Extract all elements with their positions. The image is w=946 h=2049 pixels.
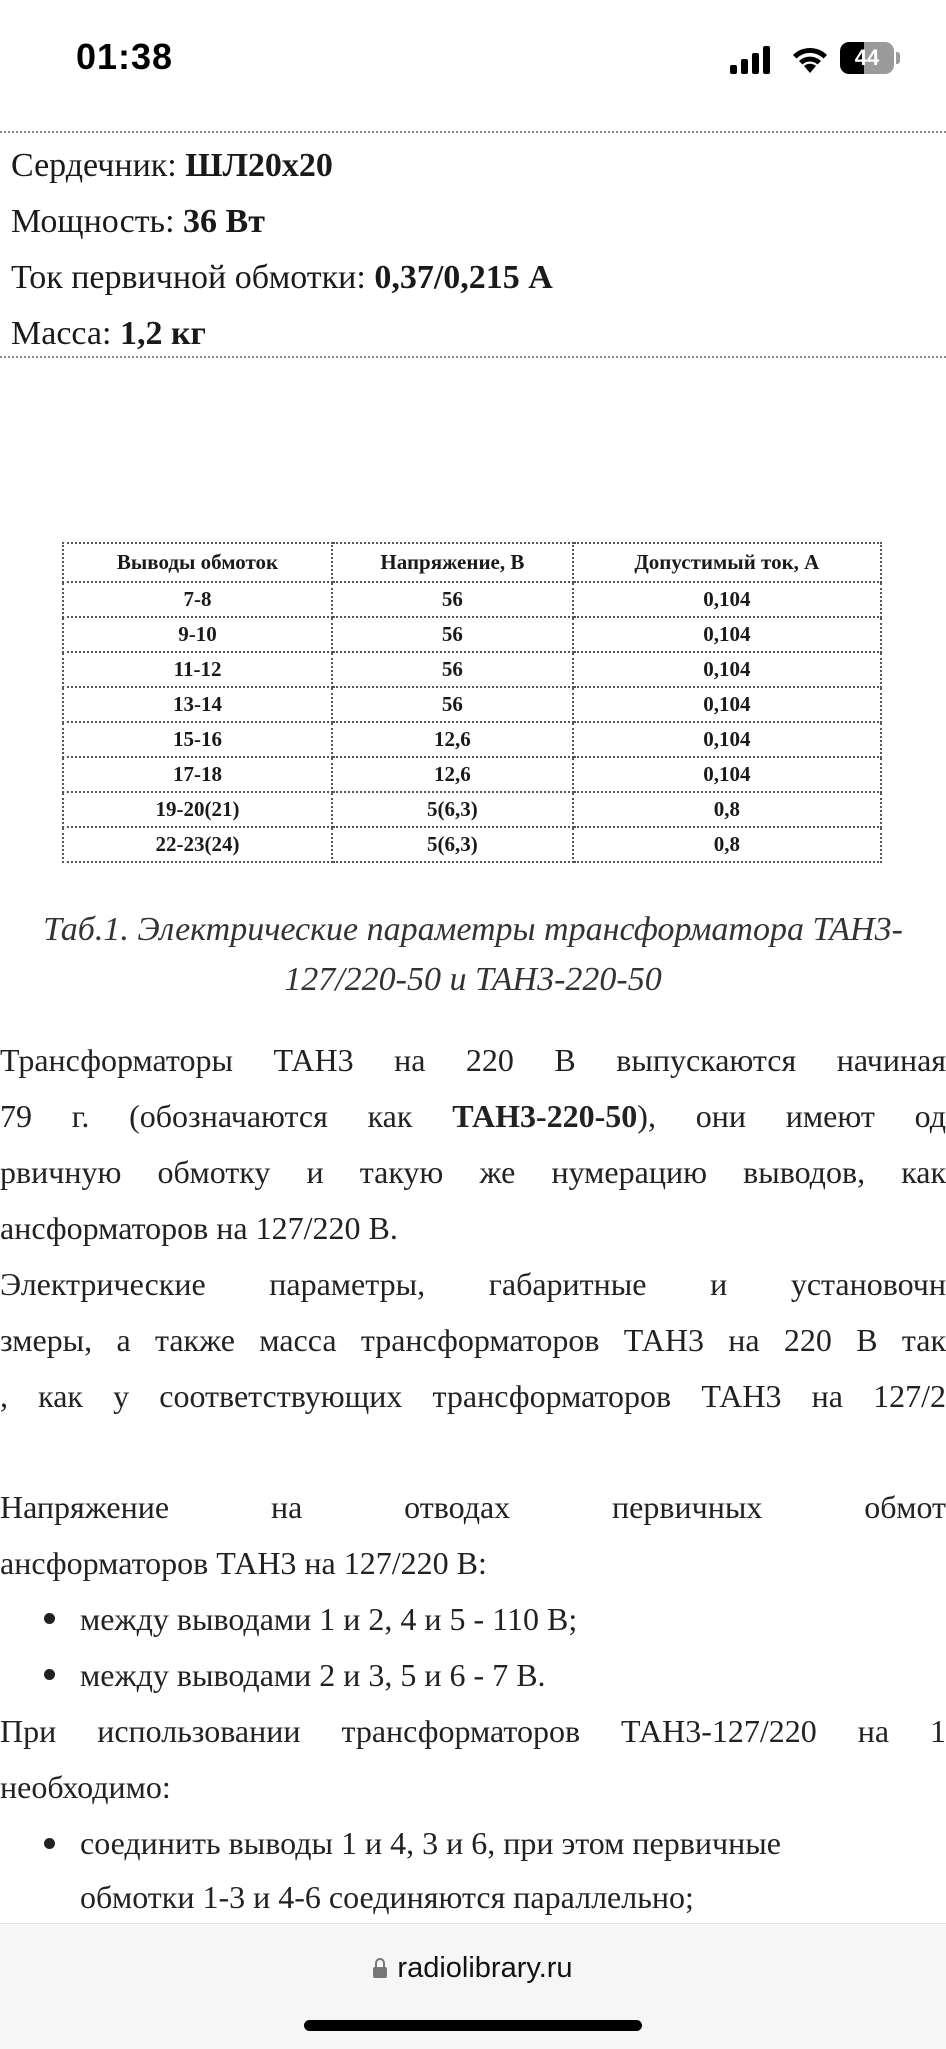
table-cell: 56 (332, 617, 573, 652)
table-cell: 0,104 (573, 582, 881, 617)
table-cell: 19-20(21) (63, 792, 332, 827)
spec-label: Масса: (11, 315, 120, 352)
table-row (63, 827, 881, 862)
url-text[interactable]: radiolibrary.ru (397, 1952, 573, 1984)
paragraph-text: ), они имеют од (637, 1098, 946, 1134)
winding-parameters-table (62, 542, 882, 863)
caption-line-2: 127/220-50 и ТАН3-220-50 (284, 961, 662, 998)
table-cell: 0,104 (573, 687, 881, 722)
table-row (63, 757, 881, 792)
table-cell: 5(6,3) (332, 792, 573, 827)
spec-label: Сердечник: (11, 147, 186, 184)
paragraph-line: Электрические параметры, габаритные и установочн (0, 1266, 946, 1302)
status-time: 01:38 (76, 36, 174, 77)
spec-value: ШЛ20х20 (185, 147, 333, 184)
browser-bottom-bar (0, 1923, 946, 2049)
table-cell: 13-14 (63, 687, 332, 722)
column-header: Допустимый ток, А (573, 543, 881, 582)
table-row (63, 687, 881, 722)
battery-tip (896, 52, 900, 64)
table-row (63, 617, 881, 652)
paragraph-line: Напряжение на отводах первичных обмот (0, 1489, 946, 1525)
spec-value: 36 Вт (183, 203, 265, 240)
dotted-divider-bottom (0, 356, 946, 358)
paragraph-line: Трансформаторы ТАН3 на 220 В выпускаются начиная (0, 1042, 946, 1078)
list-item: между выводами 1 и 2, 4 и 5 - 110 В; (80, 1601, 578, 1637)
spec-list (11, 138, 553, 362)
bullet-icon (44, 1669, 55, 1680)
caption-line-1: Таб.1. Электрические параметры трансформатора ТАН3- (43, 911, 903, 948)
paragraph-line: ансформаторов на 127/220 В. (0, 1210, 398, 1246)
spec-label: Ток первичной обмотки: (11, 259, 375, 296)
table-cell: 0,8 (573, 827, 881, 862)
paragraph-line: ансформаторов ТАН3 на 127/220 В: (0, 1545, 487, 1581)
paragraph-line: При использовании трансформаторов ТАН3-127/220 на 1 (0, 1713, 946, 1749)
dotted-divider-top (0, 131, 946, 133)
table-row (63, 582, 881, 617)
table-cell: 0,104 (573, 722, 881, 757)
paragraph-line (0, 1096, 946, 1136)
bullet-icon (44, 1838, 55, 1849)
wifi-icon (790, 43, 830, 75)
table-cell: 56 (332, 687, 573, 722)
table-cell: 0,104 (573, 757, 881, 792)
spec-core (11, 138, 553, 194)
column-header: Выводы обмоток (63, 543, 332, 582)
paragraph-line: змеры, а также масса трансформаторов ТАН3 на 220 В так (0, 1322, 946, 1358)
table-cell: 12,6 (332, 722, 573, 757)
spec-primary-current (11, 250, 553, 306)
spec-value: 1,2 кг (119, 315, 206, 352)
battery-level: 44 (854, 45, 880, 70)
table-cell: 5(6,3) (332, 827, 573, 862)
table-row (63, 652, 881, 687)
battery-body (840, 42, 894, 74)
table-cell: 11-12 (63, 652, 332, 687)
paragraph-line: , как у соответствующих трансформаторов ТАН3 на 127/2 (0, 1378, 946, 1414)
spec-label: Мощность: (11, 203, 184, 240)
table-cell: 22-23(24) (63, 827, 332, 862)
paragraph-line: необходимо: (0, 1769, 171, 1805)
table-header-row (63, 543, 881, 582)
column-header: Напряжение, В (332, 543, 573, 582)
table-cell: 7-8 (63, 582, 332, 617)
paragraph-line: рвичную обмотку и такую же нумерацию выводов, как (0, 1154, 946, 1190)
home-indicator[interactable] (304, 2020, 642, 2031)
table-row (63, 722, 881, 757)
paragraph-text: 79 г. (обозначаются как (0, 1098, 453, 1134)
address-bar[interactable] (0, 1952, 946, 1985)
bullet-icon (44, 1613, 55, 1624)
table-cell: 15-16 (63, 722, 332, 757)
cellular-signal-icon (730, 46, 774, 74)
table-cell: 17-18 (63, 757, 332, 792)
table-cell: 12,6 (332, 757, 573, 792)
table-cell: 9-10 (63, 617, 332, 652)
spec-mass (11, 306, 553, 362)
list-item: соединить выводы 1 и 4, 3 и 6, при этом первичные (80, 1825, 781, 1861)
battery-icon (840, 42, 900, 74)
table-caption (0, 905, 946, 1005)
spec-value: 0,37/0,215 А (374, 259, 553, 296)
lock-icon (373, 1967, 387, 1978)
table-cell: 56 (332, 582, 573, 617)
table-cell: 0,104 (573, 652, 881, 687)
table-row (63, 792, 881, 827)
table-cell: 0,104 (573, 617, 881, 652)
spec-power (11, 194, 553, 250)
model-name-bold: ТАН3-220-50 (452, 1098, 638, 1134)
list-item-continuation: обмотки 1-3 и 4-6 соединяются параллельно; (80, 1879, 694, 1915)
list-item: между выводами 2 и 3, 5 и 6 - 7 В. (80, 1657, 546, 1693)
status-bar (0, 0, 946, 125)
table-cell: 0,8 (573, 792, 881, 827)
table-cell: 56 (332, 652, 573, 687)
